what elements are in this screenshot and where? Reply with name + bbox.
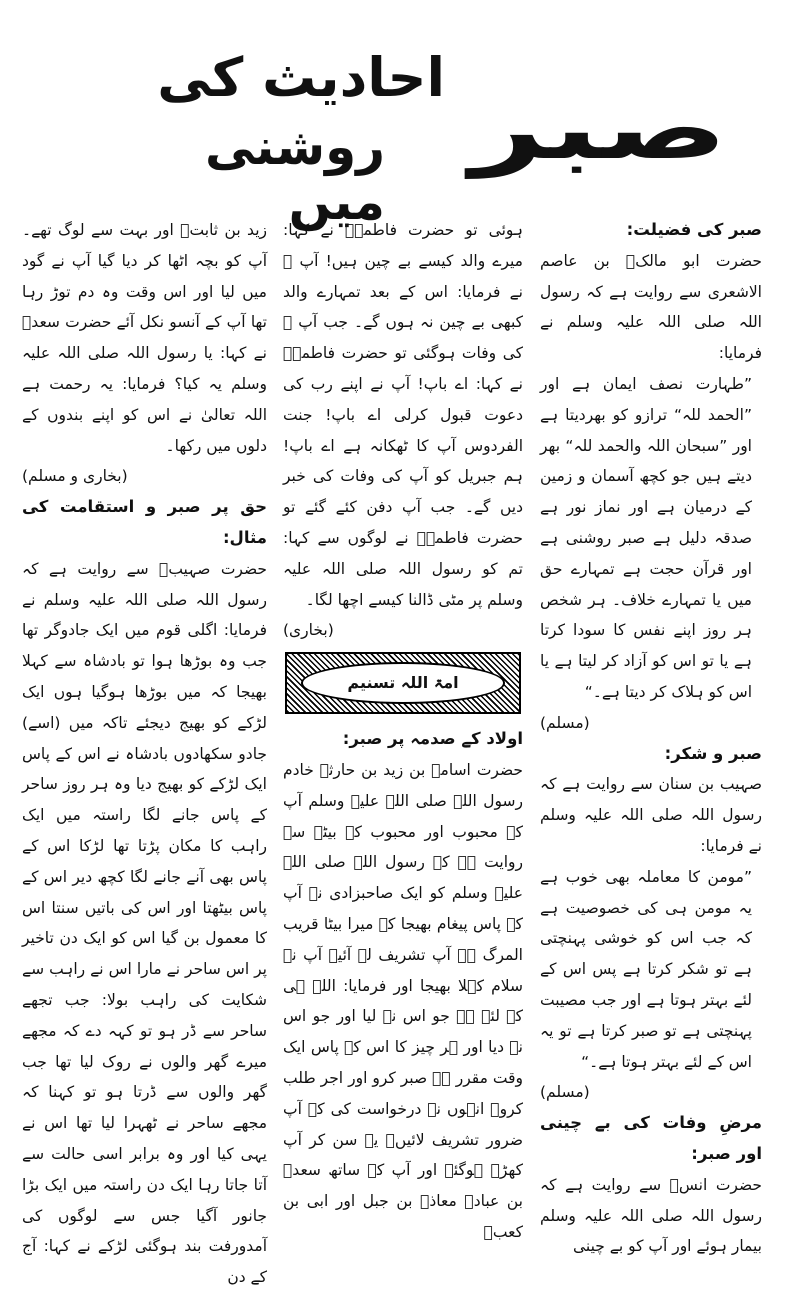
reference: (مسلم): [540, 1083, 590, 1102]
paragraph: ہوئی تو حضرت فاطمہؓ نے کہا: میرے والد کیسے بے چین ہیں! آپ ﷺ نے فرمایا: اس کے بعد تمہارے والد کبھی بے چین نہ ہوں گے۔ جب آپ ﷺ کی وفات ہوگئی تو حضرت فاطمہؓ نے کہا: اے باپ! آپ نے اپنے رب کی دعوت قبول کرلی اے باپ! جنت الفردوس آپ کا ٹھکانہ ہے اے باپ! ہم جبریل کو آپ کی وفات کی خبر دیں گے۔ جب آپ دفن کئے گئے تو حضرت فاطمہؓ نے لوگوں سے کہا: تم کو رسول اللہ صلی اللہ علیہ وسلم پر مٹی ڈالنا کیسے اچھا لگا۔: [283, 221, 523, 609]
author-box: [285, 652, 521, 714]
column-left: [22, 215, 267, 1287]
paragraph: حضرت صہیبؓ سے روایت ہے کہ رسول اللہ صلی اللہ علیہ وسلم نے فرمایا: اگلی قوم میں ایک جادوگر تھا جب وہ بوڑھا ہوا تو بادشاہ سے کہلا بھیجا کہ میں بوڑھا ہوگیا ہوں ایک لڑکے کو بھیج دیجئے تاکہ میں (اسے) جادو سکھادوں بادشاہ نے اس کے پاس ایک لڑکے کو بھیج دیا وہ ہر روز ساحر کے پاس جانے لگا راستہ میں ایک راہب کا مکان پڑتا تھا لڑکا اس کے پاس بھی آنے جانے لگا کچھ دیر اس کے پاس بیٹھتا اور اس کی باتیں سنتا اس کا معمول بن گیا اس کو ایک دن تاخیر پر اس ساحر نے مارا اس نے راہب سے شکایت کی راہب بولا: جب تجھے ساحر سے ڈر ہو تو کہہ دے کہ مجھے میرے گھر والوں نے روک لیا تھا جب گھر والوں سے ڈرتا ہو تو کہنا کہ مجھے ساحر نے ٹھہرا لیا تھا اس نے یہی کیا اور وہ برابر اسی حالت سے آتا جاتا رہا ایک دن راستہ میں ایک بڑا جانور آگیا جس سے لوگوں کی آمدورفت بند ہوگئی لڑکے نے کہا: آج کے دن: [22, 559, 267, 1287]
heading-fazilat: صبر کی فضیلت:: [626, 220, 762, 239]
paragraph: حضرت انسؓ سے روایت ہے کہ رسول اللہ صلی اللہ علیہ وسلم بیمار ہوئے اور آپ کو بے چینی: [540, 1175, 762, 1256]
paragraph: حضرت ابو مالکؓ بن عاصم الاشعری سے روایت ہے کہ رسول اللہ صلی اللہ علیہ وسلم نے فرمایا:: [540, 251, 762, 363]
column-right: [540, 215, 762, 1256]
title-line-2: روشنی میں: [204, 118, 385, 231]
paragraph: صہیب بن سنان سے روایت ہے کہ رسول اللہ صلی اللہ علیہ وسلم نے فرمایا:: [540, 775, 762, 855]
reference: (مسلم): [540, 713, 590, 732]
reference: (بخاری و مسلم): [22, 467, 128, 486]
heading-haq: حق پر صبر و استقامت کی مثال:: [22, 497, 267, 547]
hadith-quote: ”طہارت نصف ایمان ہے اور ”الحمد للہ“ ترازو کو بھردیتا ہے اور ”سبحان اللہ والحمد للہ“ بھر دیتے ہیں جو کچھ آسمان و زمین کے درمیان ہے اور نماز نور ہے صدقہ دلیل ہے صبر روشنی ہے اور قرآن حجت ہے تمہارے حق میں یا تمہارے خلاف۔ ہر شخص ہر روز اپنے نفس کا سودا کرتا ہے یا تو اس کو آزاد کر لیتا ہے یا اس کو ہلاک کر دیتا ہے۔“: [540, 374, 752, 701]
heading-maraz: مرضِ وفات کی بے چینی اور صبر:: [540, 1113, 762, 1163]
hadith-quote: ”مومن کا معاملہ بھی خوب ہے یہ مومن ہی کی خصوصیت ہے کہ جب اس کو خوشی پہنچتی ہے تو شکر کرتا ہے پس اس کے لئے بہتر ہوتا ہے اور جب مصیبت پہنچتی ہے تو صبر کرتا ہے تو یہ اس کے لئے بہتر ہوتا ہے۔“: [540, 867, 752, 1071]
title-line-1: احادیث کی: [157, 46, 445, 109]
heading-aulad: اولاد کے صدمہ پر صبر:: [342, 729, 523, 749]
title-main-word: صبر: [470, 79, 728, 179]
paragraph: زید بن ثابتؓ اور بہت سے لوگ تھے۔ آپ کو بچہ اٹھا کر دیا گیا آپ نے گود میں لیا اور اس وقت وہ دم توڑ رہا تھا آپ کے آنسو نکل آئے حضرت سعدؓ نے کہا: یا رسول اللہ صلی اللہ علیہ وسلم یہ کیا؟ فرمایا: یہ رحمت ہے اللہ تعالیٰ نے اس کو اپنے بندوں کے دلوں میں رکھا۔: [22, 221, 267, 455]
title-banner: [95, 46, 735, 231]
reference: (بخاری): [283, 621, 334, 640]
author-name: امۃ اللہ تسنیم: [301, 662, 505, 704]
heading-shukr: صبر و شکر:: [664, 743, 762, 763]
paragraph: حضرت اسامہ بن زید بن حارثہ خادم رسول اللہ صلی اللہ علیہ وسلم آپ کے محبوب اور محبوب کے بیٹے سے روایت ہے کہ رسول اللہ صلی اللہ علیہ وسلم کو ایک صاحبزادی نے آپ کے پاس پیغام بھیجا کہ میرا بیٹا قریب المرگ ہے آپ تشریف لے آئیے آپ نے سلام کہلا بھیجا اور فرمایا: اللہ ہی کے لئے ہے جو اس نے لیا اور جو اس نے دیا اور ہر چیز کا اس کے پاس ایک وقت مقرر ہے صبر کرو اور اجر طلب کرو۔ انہوں نے درخواست کی کہ آپ ضرور تشریف لائیں۔ یہ سن کر آپ کھڑے ہوگئے اور آپ کے ساتھ سعدؓ بن عبادہ معاذؓ بن جبل اور ابی بن کعبؓ: [283, 760, 523, 1241]
column-middle: [283, 215, 523, 1241]
